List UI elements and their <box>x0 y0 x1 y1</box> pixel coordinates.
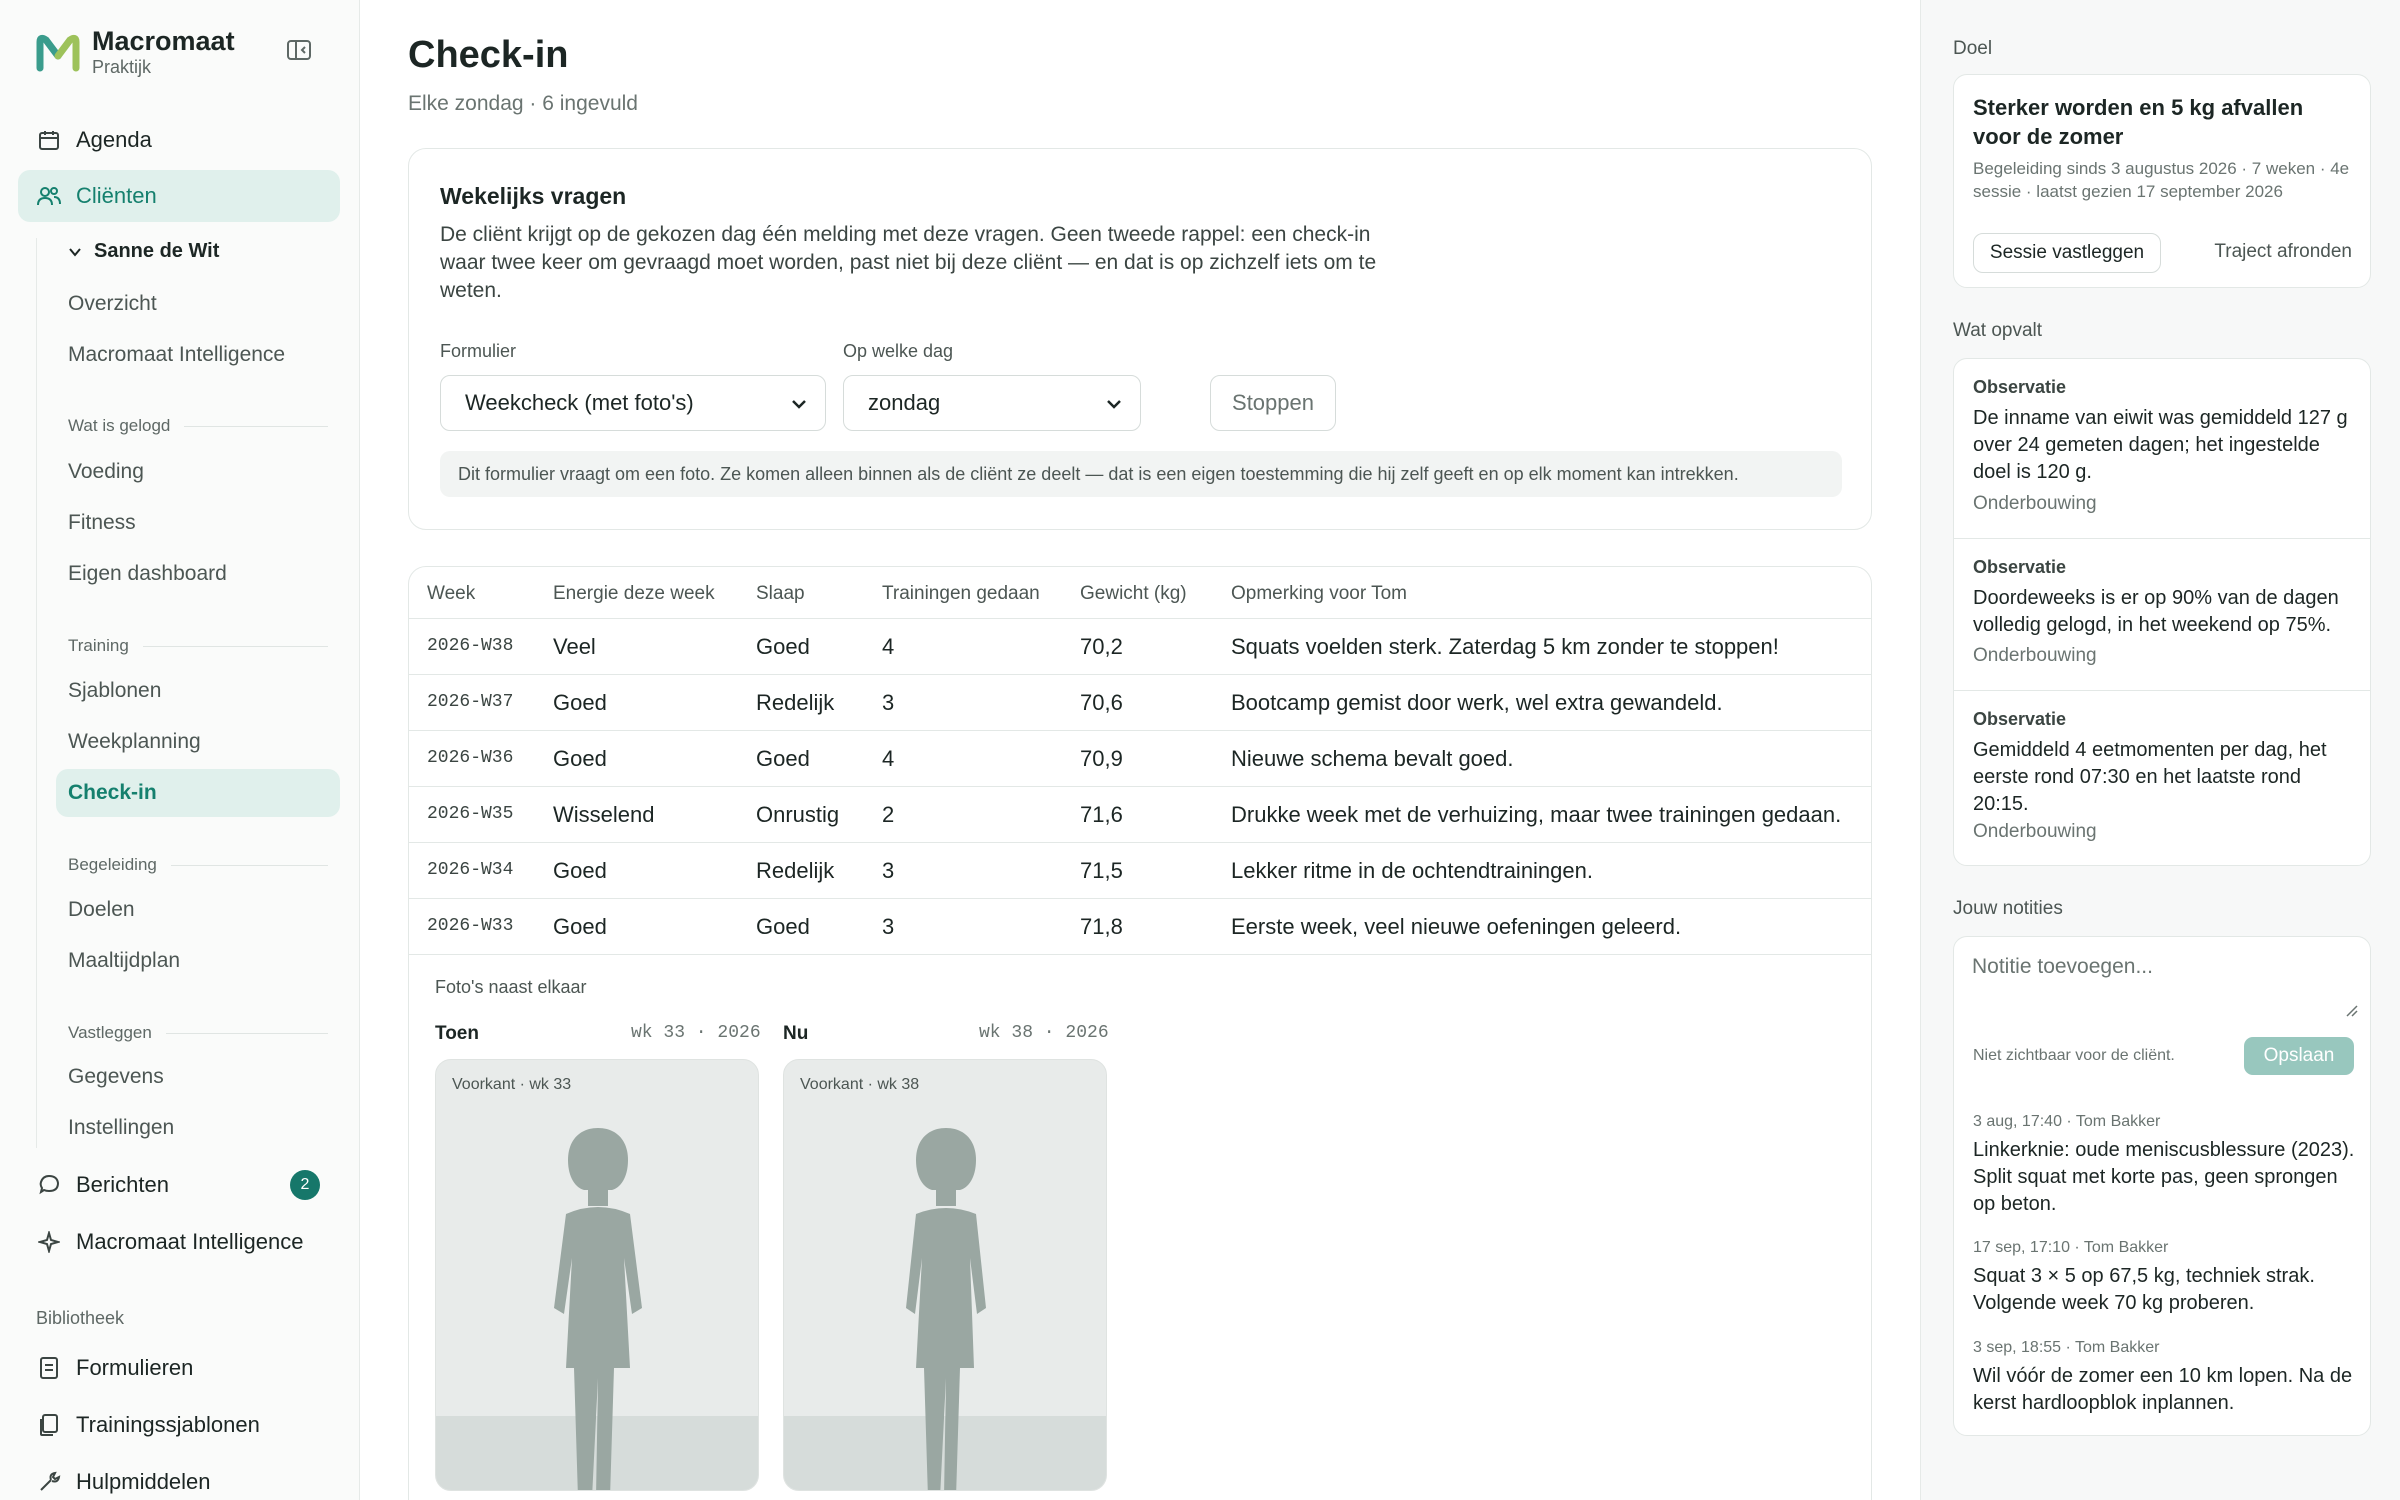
table-row[interactable] <box>409 731 1872 787</box>
photo-after[interactable] <box>783 1059 1107 1491</box>
photo-after-meta: wk 38 · 2026 <box>979 1023 1109 1043</box>
group-gelogd <box>68 416 328 436</box>
observation-text: Doordeweeks is er op 90% van de dagen volledig gelogd, in het weekend op 75%. <box>1973 587 2339 636</box>
note-meta: 17 sep, 17:10 · Tom Bakker <box>1973 1239 2169 1256</box>
nav-trainingssjablonen-label: Trainingssjablonen <box>76 1412 260 1437</box>
note-text: Linkerknie: oude meniscusblessure (2023). Split squat met korte pas, geen sprongen op beton. <box>1973 1139 2355 1215</box>
page-subtitle: Elke zondag · 6 ingevuld <box>408 92 638 115</box>
cell-week: 2026-W36 <box>427 748 514 768</box>
observation-item <box>1954 691 2371 866</box>
record-session-button[interactable]: Sessie vastleggen <box>1973 233 2161 273</box>
document-icon <box>36 1355 62 1381</box>
table-row[interactable] <box>409 787 1872 843</box>
cell-opmerking: Eerste week, veel nieuwe oefeningen geleerd. <box>1231 914 1682 939</box>
form-select-value: Weekcheck (met foto's) <box>465 390 694 415</box>
subnav-instellingen[interactable]: Instellingen <box>68 1116 175 1139</box>
note-input[interactable] <box>1972 955 2354 1025</box>
cell-trainingen: 4 <box>882 746 895 771</box>
save-note-button[interactable]: Opslaan <box>2244 1037 2354 1075</box>
nav-trainingssjablonen[interactable] <box>18 1399 340 1451</box>
subnav-overzicht[interactable]: Overzicht <box>68 292 157 315</box>
observation-text: De inname van eiwit was gemiddeld 127 g over 24 gemeten dagen; het ingestelde doel is 120 g. <box>1973 407 2348 483</box>
client-name: Sanne de Wit <box>94 240 220 262</box>
goal-meta: Begeleiding sinds 3 augustus 2026 · 7 weken · 4e sessie · laatst gezien 17 september 2026 <box>1973 159 2350 201</box>
cell-energie: Veel <box>553 634 596 659</box>
goal-heading: Doel <box>1953 38 1993 59</box>
group-vastleggen <box>68 1023 328 1043</box>
cell-trainingen: 3 <box>882 858 895 883</box>
subnav-sjablonen[interactable]: Sjablonen <box>68 679 162 702</box>
cell-slaap: Redelijk <box>756 858 835 883</box>
nav-berichten[interactable] <box>18 1159 340 1211</box>
subnav-doelen[interactable]: Doelen <box>68 898 135 921</box>
table-row[interactable] <box>409 843 1872 899</box>
right-panel <box>1920 0 2400 1500</box>
nav-agenda[interactable] <box>18 114 340 166</box>
cell-opmerking: Squats voelden sterk. Zaterdag 5 km zonder te stoppen! <box>1231 634 1779 659</box>
nav-hulpmiddelen[interactable] <box>18 1456 340 1500</box>
photo-after-label: Nu <box>783 1023 809 1044</box>
form-label: Formulier <box>440 341 517 361</box>
template-icon <box>36 1412 62 1438</box>
sidebar-toggle-icon <box>286 39 312 61</box>
col-gewicht: Gewicht (kg) <box>1080 583 1187 604</box>
cell-trainingen: 3 <box>882 690 895 715</box>
cell-energie: Goed <box>553 914 607 939</box>
goal-title: Sterker worden en 5 kg afvallen voor de zomer <box>1973 95 2304 149</box>
notes-heading: Jouw notities <box>1953 898 2063 919</box>
nav-formulieren[interactable] <box>18 1342 340 1394</box>
table-row[interactable] <box>409 619 1872 675</box>
nav-intelligence[interactable] <box>18 1216 340 1268</box>
nav-agenda-label: Agenda <box>76 127 152 152</box>
page-title: Check-in <box>408 34 569 76</box>
note-meta: 3 sep, 18:55 · Tom Bakker <box>1973 1339 2160 1356</box>
group-training <box>68 636 328 656</box>
cell-slaap: Goed <box>756 914 810 939</box>
weekly-title: Wekelijks vragen <box>440 183 627 209</box>
subnav-intelligence[interactable]: Macromaat Intelligence <box>68 343 286 366</box>
col-trainingen: Trainingen gedaan <box>882 583 1040 604</box>
cell-week: 2026-W35 <box>427 804 514 824</box>
note-text: Squat 3 × 5 op 67,5 kg, techniek strak. Volgende week 70 kg proberen. <box>1973 1265 2315 1314</box>
checkin-history-card <box>408 566 1872 1500</box>
subnav-gegevens[interactable]: Gegevens <box>68 1065 164 1088</box>
subnav-maaltijdplan[interactable]: Maaltijdplan <box>68 949 181 972</box>
nav-formulieren-label: Formulieren <box>76 1355 194 1380</box>
nav-intelligence-label: Macromaat Intelligence <box>76 1229 304 1254</box>
brand[interactable] <box>36 26 235 78</box>
observation-label: Observatie <box>1973 709 2067 729</box>
stop-button[interactable]: Stoppen <box>1210 375 1336 431</box>
goal-card <box>1953 74 2371 288</box>
observation-text: Gemiddeld 4 eetmomenten per dag, het eerste rond 07:30 en het laatste rond 20:15. <box>1973 739 2327 815</box>
cell-energie: Goed <box>553 746 607 771</box>
observation-link[interactable]: Onderbouwing <box>1973 821 2097 842</box>
col-opmerking: Opmerking voor Tom <box>1231 583 1407 604</box>
day-label: Op welke dag <box>843 341 954 361</box>
note-text: Wil vóór de zomer een 10 km lopen. Na de kerst hardloopblok inplannen. <box>1973 1365 2353 1414</box>
col-energie: Energie deze week <box>553 583 715 604</box>
cell-gewicht: 70,6 <box>1080 690 1123 715</box>
table-row[interactable] <box>409 899 1872 955</box>
cell-gewicht: 71,8 <box>1080 914 1123 939</box>
cell-week: 2026-W37 <box>427 692 514 712</box>
message-icon <box>36 1172 62 1198</box>
chevron-down-icon <box>789 394 809 414</box>
main-content <box>360 0 1920 1500</box>
weekly-settings-card <box>408 148 1872 530</box>
group-gelogd-label: Wat is gelogd <box>68 416 171 435</box>
subnav-eigen-dashboard[interactable]: Eigen dashboard <box>68 562 227 585</box>
observation-item <box>1954 359 2371 539</box>
form-select[interactable] <box>440 375 826 431</box>
cell-trainingen: 2 <box>882 802 895 827</box>
photo-before-label: Toen <box>435 1023 479 1044</box>
day-select[interactable] <box>843 375 1141 431</box>
resize-grip-icon[interactable] <box>2344 1003 2358 1017</box>
person-silhouette-icon <box>536 1118 660 1491</box>
macromaat-logo-icon <box>36 32 80 72</box>
observation-item <box>1954 539 2371 691</box>
col-slaap: Slaap <box>756 583 805 604</box>
group-training-label: Training <box>68 636 129 655</box>
photos-title: Foto's naast elkaar <box>435 977 587 997</box>
sparkle-icon <box>36 1229 62 1255</box>
observations-heading: Wat opvalt <box>1953 320 2043 341</box>
group-begeleiding <box>68 855 328 875</box>
unread-badge: 2 <box>290 1170 320 1200</box>
day-select-value: zondag <box>868 390 941 415</box>
observation-link[interactable]: Onderbouwing <box>1973 645 2097 666</box>
chevron-down-icon <box>66 243 84 261</box>
cell-energie: Goed <box>553 858 607 883</box>
cell-week: 2026-W34 <box>427 860 514 880</box>
cell-slaap: Goed <box>756 634 810 659</box>
nav-berichten-label: Berichten <box>76 1172 169 1197</box>
note-visibility-hint: Niet zichtbaar voor de cliënt. <box>1973 1047 2175 1064</box>
bibliotheek-heading: Bibliotheek <box>36 1308 125 1328</box>
observations-card <box>1953 358 2371 866</box>
cell-gewicht: 71,6 <box>1080 802 1123 827</box>
subnav-weekplanning[interactable]: Weekplanning <box>68 730 201 753</box>
subnav-checkin[interactable]: Check-in <box>56 769 340 817</box>
cell-opmerking: Bootcamp gemist door werk, wel extra gewandeld. <box>1231 690 1723 715</box>
cell-gewicht: 70,2 <box>1080 634 1123 659</box>
table-header <box>409 567 1872 619</box>
weekly-description: De cliënt krijgt op de gekozen dag één melding met deze vragen. Geen tweede rappel: een check-in waar twee keer om gevraagd moet worden, past niet bij deze cliënt — en dat is op zichzelf iets om te weten. <box>440 223 1377 302</box>
observation-label: Observatie <box>1973 557 2067 577</box>
person-silhouette-icon <box>884 1118 1008 1491</box>
nav-clienten-label: Cliënten <box>76 183 157 208</box>
collapse-sidebar-button[interactable] <box>282 36 316 66</box>
col-week: Week <box>427 583 476 604</box>
cell-gewicht: 71,5 <box>1080 858 1123 883</box>
cell-opmerking: Drukke week met de verhuizing, maar twee trainingen gedaan. <box>1231 802 1842 827</box>
subnav-voeding[interactable]: Voeding <box>68 460 144 483</box>
photo-after-caption: Voorkant · wk 38 <box>800 1076 920 1093</box>
observation-label: Observatie <box>1973 377 2067 397</box>
observation-link[interactable]: Onderbouwing <box>1973 493 2097 514</box>
group-begeleiding-label: Begeleiding <box>68 855 157 874</box>
cell-opmerking: Lekker ritme in de ochtendtrainingen. <box>1231 858 1593 883</box>
tools-icon <box>36 1469 62 1495</box>
note-meta: 3 aug, 17:40 · Tom Bakker <box>1973 1113 2161 1130</box>
cell-gewicht: 70,9 <box>1080 746 1123 771</box>
subnav-line <box>36 238 37 1148</box>
cell-energie: Wisselend <box>553 802 655 827</box>
brand-subtitle: Praktijk <box>92 57 152 77</box>
chevron-down-icon <box>1104 394 1124 414</box>
users-icon <box>36 183 62 209</box>
nav-hulpmiddelen-label: Hulpmiddelen <box>76 1469 211 1494</box>
sidebar <box>0 0 360 1500</box>
cell-week: 2026-W33 <box>427 916 514 936</box>
cell-week: 2026-W38 <box>427 636 514 656</box>
photo-before[interactable] <box>435 1059 759 1491</box>
photo-before-meta: wk 33 · 2026 <box>631 1023 761 1043</box>
finish-trajectory-link[interactable]: Traject afronden <box>2214 241 2352 262</box>
photo-before-caption: Voorkant · wk 33 <box>452 1076 572 1093</box>
cell-energie: Goed <box>553 690 607 715</box>
table-row[interactable] <box>409 675 1872 731</box>
calendar-icon <box>36 127 62 153</box>
cell-trainingen: 3 <box>882 914 895 939</box>
group-vastleggen-label: Vastleggen <box>68 1023 152 1042</box>
client-toggle[interactable] <box>66 240 219 263</box>
brand-name: Macromaat <box>92 26 235 56</box>
cell-trainingen: 4 <box>882 634 895 659</box>
cell-slaap: Goed <box>756 746 810 771</box>
photo-consent-notice: Dit formulier vraagt om een foto. Ze komen alleen binnen als de cliënt ze deelt — dat is een eigen toestemming die hij zelf geeft en op elk moment kan intrekken. <box>440 451 1842 497</box>
cell-slaap: Redelijk <box>756 690 835 715</box>
nav-clienten[interactable] <box>18 170 340 222</box>
notes-card <box>1953 936 2371 1436</box>
cell-slaap: Onrustig <box>756 802 840 827</box>
cell-opmerking: Nieuwe schema bevalt goed. <box>1231 746 1514 771</box>
subnav-fitness[interactable]: Fitness <box>68 511 136 534</box>
